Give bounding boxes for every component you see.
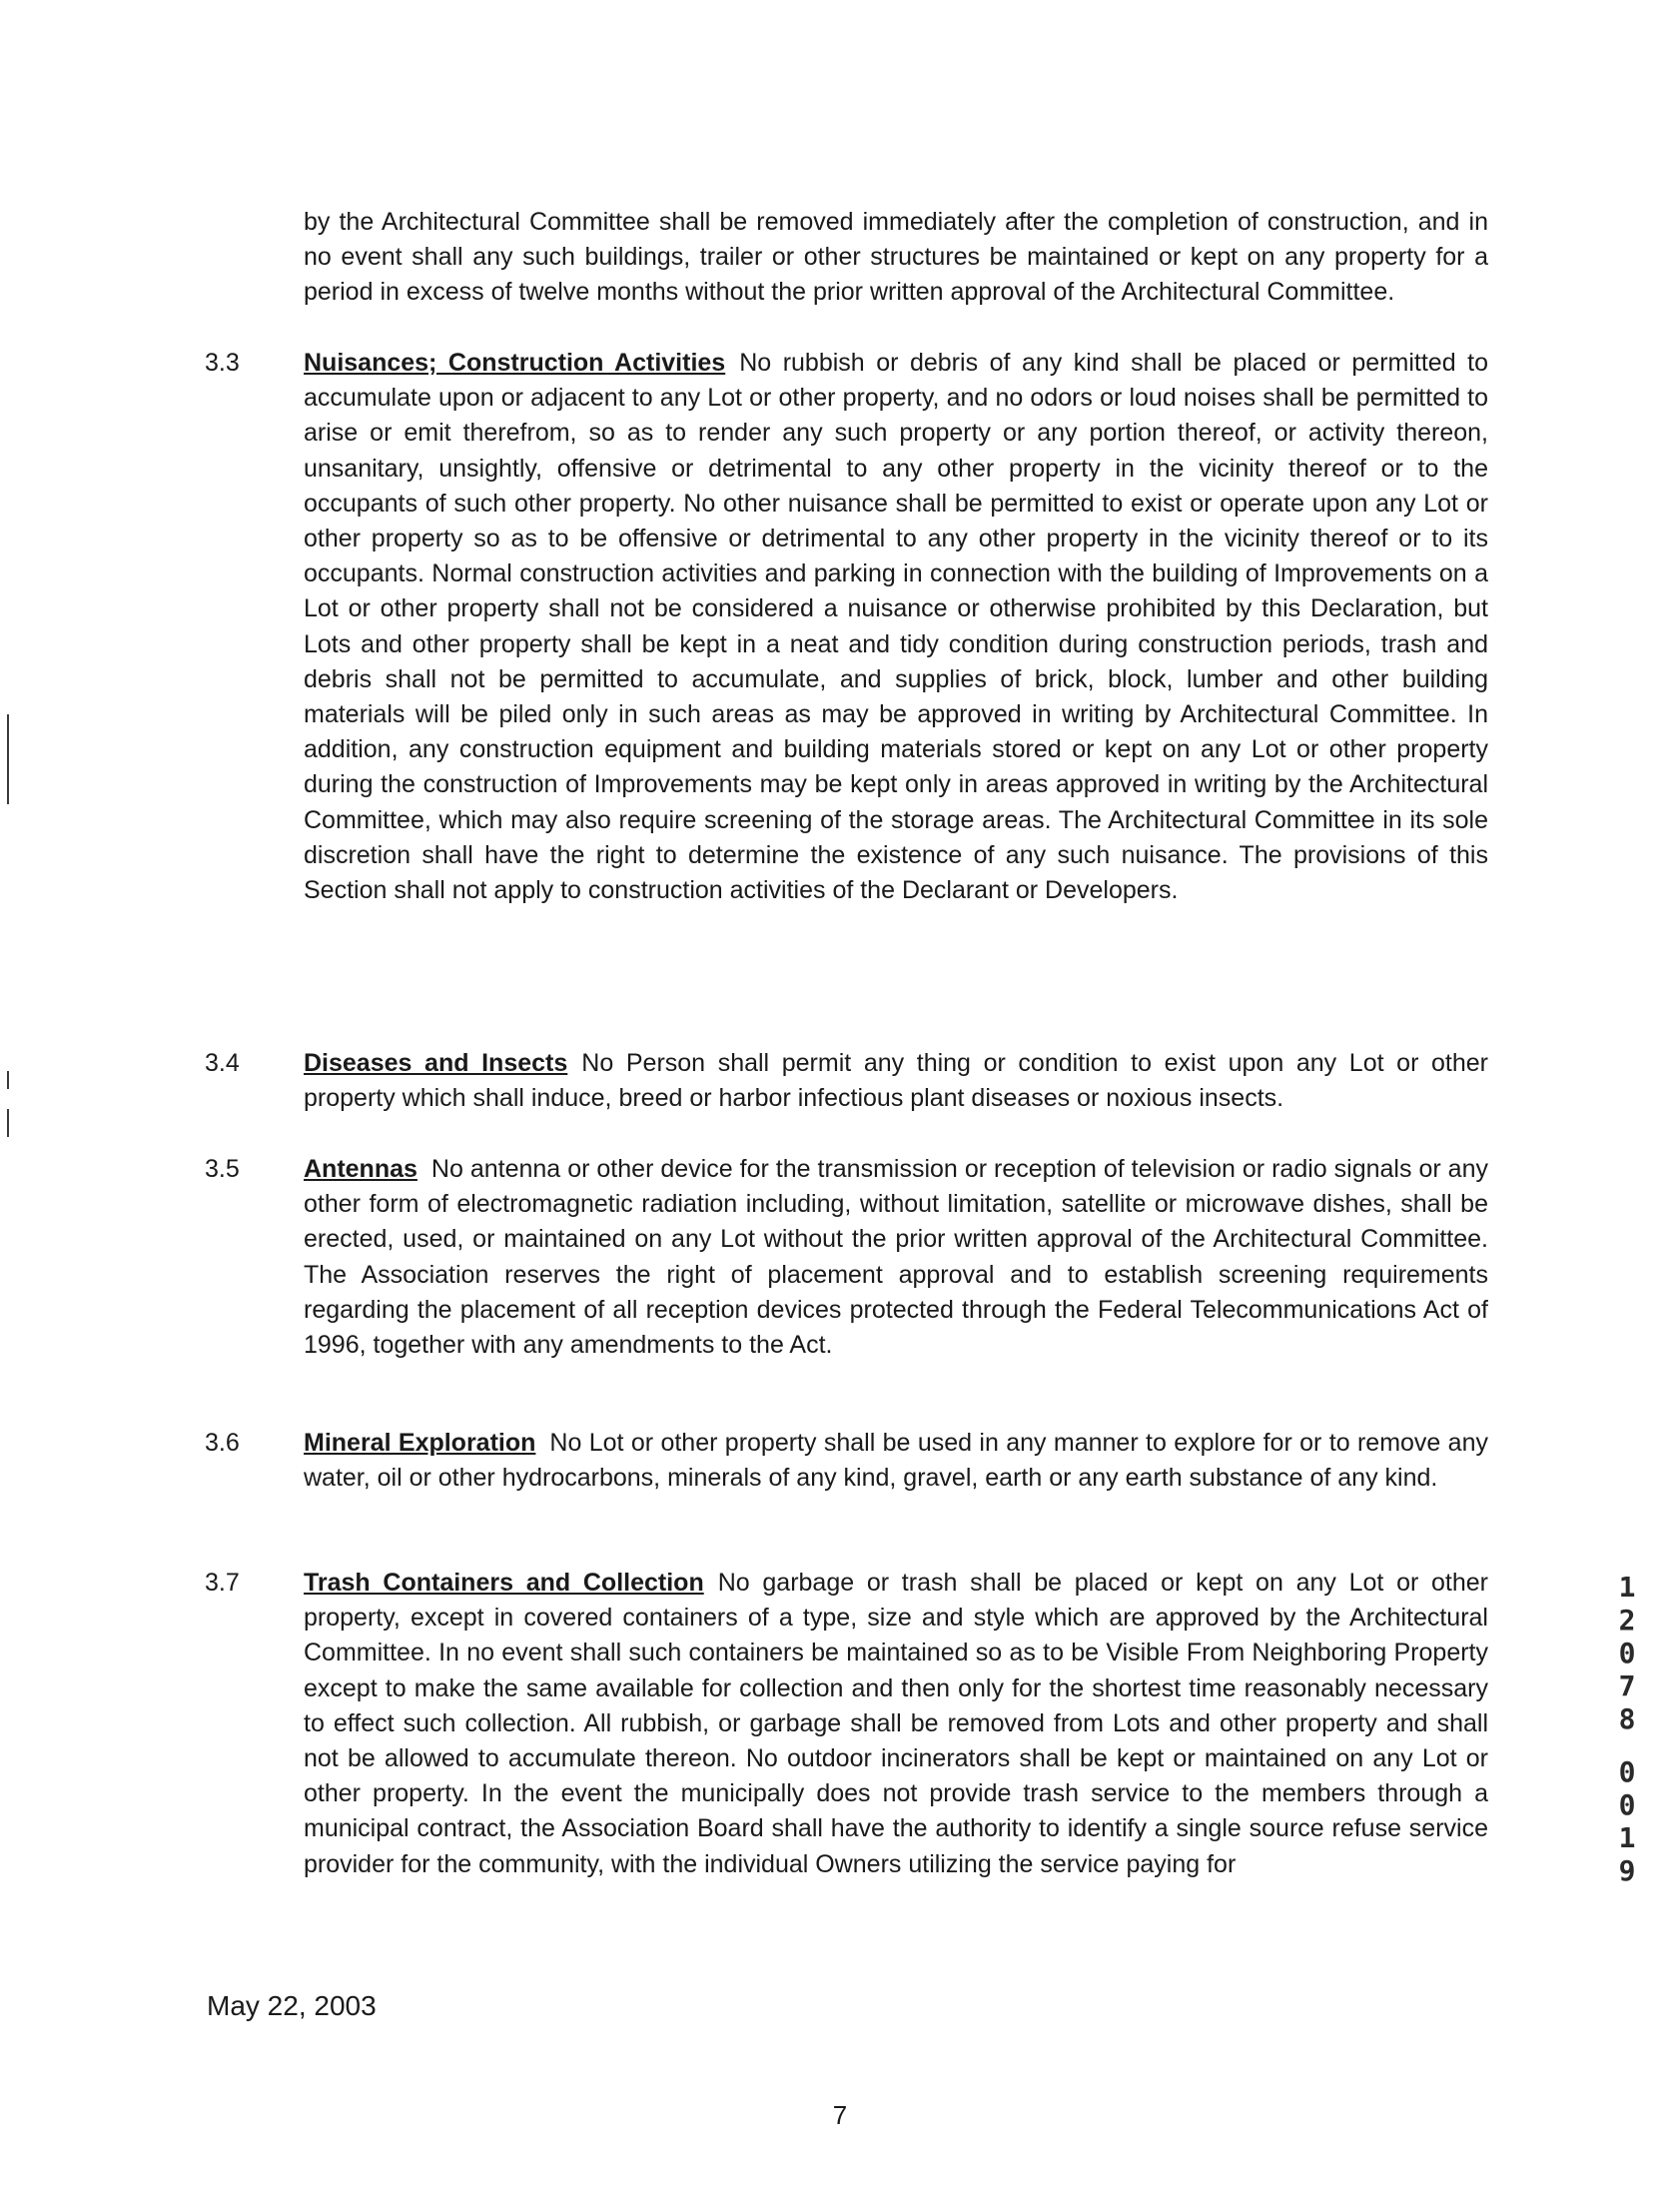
footer-date: May 22, 2003 bbox=[207, 1990, 377, 2021]
section-number: 3.4 bbox=[205, 1049, 240, 1077]
stamp-digit: 7 bbox=[1618, 1669, 1636, 1702]
revision-bar bbox=[7, 714, 9, 804]
section-body bbox=[304, 346, 1488, 908]
intro-paragraph: by the Architectural Committee shall be removed immediately after the completion of construction, and in no event shall any such buildings, trailer or other structures be maintained or kept on any property for a period in excess of twelve months without the prior written approval of the Architectural Committee. bbox=[304, 208, 1488, 307]
section-heading: Antennas bbox=[304, 1155, 418, 1183]
section-heading: Mineral Exploration bbox=[304, 1429, 536, 1457]
stamp-digit: 0 bbox=[1618, 1755, 1636, 1788]
section-body bbox=[304, 1046, 1488, 1116]
section-text: No Lot or other property shall be used in any manner to explore for or to remove any water, oil or other hydrocarbons, minerals of any kind, gravel, earth or any earth substance of any kind. bbox=[304, 1429, 1488, 1493]
section-number: 3.6 bbox=[205, 1429, 240, 1457]
section-number: 3.7 bbox=[205, 1569, 240, 1597]
stamp-digit: 0 bbox=[1618, 1788, 1636, 1821]
revision-bar bbox=[7, 1071, 9, 1089]
section-body bbox=[304, 1152, 1488, 1363]
stamp-digit: 1 bbox=[1618, 1821, 1636, 1854]
stamp-digit: 9 bbox=[1618, 1854, 1636, 1887]
section-body bbox=[304, 1426, 1488, 1496]
section-number: 3.3 bbox=[205, 349, 240, 377]
section-number: 3.5 bbox=[205, 1155, 240, 1183]
section-heading: Nuisances; Construction Activities bbox=[304, 349, 726, 377]
revision-bar bbox=[7, 1109, 9, 1137]
stamp-digit: 2 bbox=[1618, 1604, 1636, 1637]
section-body bbox=[304, 1566, 1488, 1882]
section-text: No rubbish or debris of any kind shall be placed or permitted to accumulate upon or adjacent to any Lot or other property, and no odors or loud noises shall be permitted to arise or emit therefrom, so as to render any such property or any portion thereof, or activity thereon, unsanitary, unsightly, offensive or detrimental to any other property in the vicinity thereof or to the occupants of such other property. No other nuisance shall be permitted to exist or operate upon any Lot or other property so as to be offensive or detrimental to any other property in the vicinity thereof or to its occupants. Normal construction activities and parking in connection with the building of Improvements on a Lot or other property shall not be considered a nuisance or otherwise prohibited by this Declaration, but Lots and other property shall be kept in a neat and tidy condition during construction periods, trash and debris shall not be permitted to accumulate, and supplies of brick, block, lumber and other building materials will be piled only in such areas as may be approved in writing by Architectural Committee. In addition, any construction equipment and building materials stored or kept on any Lot or other property during the construction of Improvements may be kept only in areas approved in writing by the Architectural Committee, which may also require screening of the storage areas. The Architectural Committee in its sole discretion shall have the right to determine the existence of any such nuisance. The provisions of this Section shall not apply to construction activities of the Declarant or Developers. bbox=[304, 349, 1488, 905]
page-number: 7 bbox=[832, 2100, 848, 2130]
stamp-digit: 0 bbox=[1618, 1637, 1636, 1669]
section-text: No garbage or trash shall be placed or kept on any Lot or other property, except in covered containers of a type, size and style which are approved by the Architectural Committee. In no event shall such containers be maintained so as to be Visible From Neighboring Property except to make the same available for collection and then only for the shortest time reasonably necessary to effect such collection. All rubbish, or garbage shall be removed from Lots and other property and shall not be allowed to accumulate thereon. No outdoor incinerators shall be kept or maintained on any Lot or other property. In the event the municipally does not provide trash service to the members through a municipal contract, the Association Board shall have the authority to identify a single source refuse service provider for the community, with the individual Owners utilizing the service paying for bbox=[304, 1569, 1488, 1878]
stamp-digit: 8 bbox=[1618, 1702, 1636, 1735]
section-heading: Diseases and Insects bbox=[304, 1049, 568, 1077]
section-heading: Trash Containers and Collection bbox=[304, 1569, 704, 1597]
section-text: No antenna or other device for the transmission or reception of television or radio signals or any other form of electromagnetic radiation including, without limitation, satellite or microwave dishes, shall be erected, used, or maintained on any Lot without the prior written approval of the Architectural Committee. The Association reserves the right of placement approval and to establish screening requirements regarding the placement of all reception devices protected through the Federal Telecommunications Act of 1996, together with any amendments to the Act. bbox=[304, 1155, 1488, 1360]
section-text: No Person shall permit any thing or condition to exist upon any Lot or other property which shall induce, breed or harbor infectious plant diseases or noxious insects. bbox=[304, 1049, 1489, 1113]
stamp-gap bbox=[1612, 1735, 1642, 1755]
stamp-digit: 1 bbox=[1618, 1571, 1636, 1604]
recording-number-stamp bbox=[1612, 1571, 1642, 1887]
